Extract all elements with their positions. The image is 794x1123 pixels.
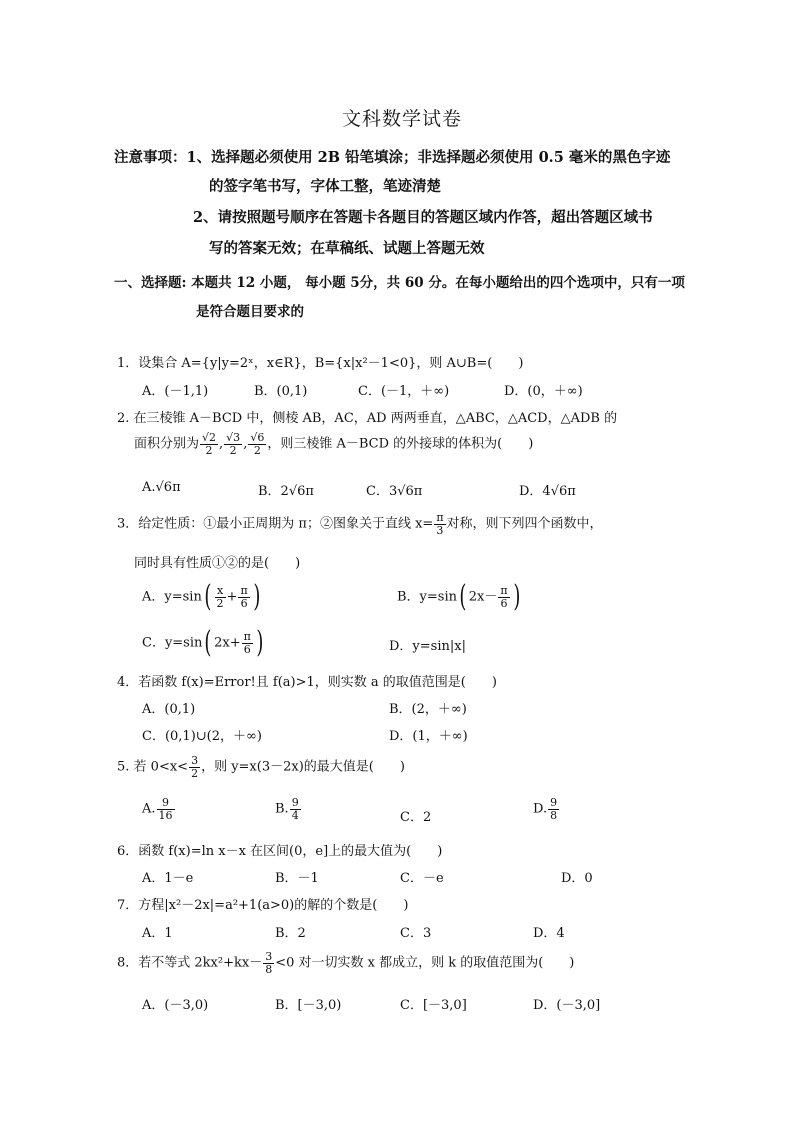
q5-optD-den: 8 (550, 808, 558, 822)
question-2-line1: 2. 在三棱锥 A－BCD 中，侧棱 AB，AC，AD 两两垂直，△ABC，△ACD，△ADB 的 (117, 411, 618, 426)
q3-optC-pre: C．y=sin (142, 635, 203, 651)
q8-fraction (263, 951, 274, 975)
q6-option-d: D．0 (561, 871, 593, 886)
q5-option-c: C．2 (400, 810, 432, 825)
q3-optB-lparen: ( (459, 579, 467, 614)
q1-option-c: C．(－1，＋∞) (358, 384, 450, 399)
q5-pre: 5. 若 0<x< (117, 759, 189, 775)
q8-pre: 8．若不等式 2kx²+kx－ (117, 955, 263, 971)
q2-fraction-1 (200, 432, 218, 456)
q3-optA-lparen: ( (204, 579, 212, 614)
q5-option-b (275, 797, 302, 821)
notice-item1-line2: 的签字笔书写，字体工整，笔迹清楚 (209, 178, 441, 195)
q5-option-a (142, 797, 176, 821)
q8-option-b: B．[－3,0) (275, 998, 342, 1013)
question-8 (117, 951, 574, 975)
q5-optA-den: 16 (158, 808, 173, 822)
q2-option-d: D．4√6π (519, 484, 576, 499)
q3-option-d: D．y=sin|x| (389, 639, 466, 654)
q6-option-a: A．1－e (142, 871, 194, 886)
q5-optB-frac (290, 797, 301, 821)
q3-optA-num2: π (240, 583, 248, 597)
q5-optB-num: 9 (291, 796, 299, 809)
notice-line-1 (114, 146, 670, 167)
q5-optA-num: 9 (157, 797, 175, 810)
q2-frac1-num: √2 (202, 431, 217, 444)
question-2-line2: 面积分别为 $\frac{√2}{2}$ , $\frac{√3}{2}$ , $\frac{√6}{2}$ ，则三棱锥 A－BCD 的外接球的体积为( ) (134, 431, 534, 457)
q6-option-c: C．－e (400, 871, 444, 886)
q2-line2-post: ，则三棱锥 A－BCD 的外接球的体积为( ) (267, 436, 534, 452)
q8-den: 8 (265, 962, 273, 976)
notice-item1-line1: 1、选择题必须使用 2B 铅笔填涂；非选择题必须使用 0.5 毫米的黑色字迹 (186, 149, 671, 166)
notice-label: 注意事项： (114, 149, 187, 166)
q3-optC-lparen: ( (204, 625, 212, 660)
q3-optC-frac (242, 631, 253, 655)
q4-option-a: A．(0,1) (142, 702, 196, 717)
notice-item2-line1: 2、请按照题号顺序在答题卡各题目的答题区域内作答，超出答题区域书 (193, 209, 653, 226)
q3-optA-rparen: ) (253, 579, 261, 614)
q3-line1-post: 对称，则下列四个函数中， (446, 516, 603, 532)
q2-option-a: A.√6π (142, 480, 181, 495)
q6-option-b: B．－1 (275, 871, 319, 886)
q2-line2-pre: 面积分别为 (134, 436, 200, 452)
q5-num: 3 (191, 754, 199, 767)
question-6: 6．函数 f(x)=ln x－x 在区间(0，e]上的最大值为( ) (117, 844, 443, 859)
q2-frac1-den: 2 (205, 443, 213, 457)
q3-pi: π (436, 511, 444, 524)
q3-optB-den: 6 (500, 596, 508, 610)
q3-optA-frac2 (238, 585, 249, 609)
q2-fraction-2 (224, 432, 242, 456)
q3-optC-den: 6 (243, 642, 251, 656)
q5-optB-letter: B. (275, 801, 289, 817)
q2-fraction-3 (248, 432, 266, 456)
q4-option-b: B．(2，＋∞) (389, 702, 467, 717)
q5-optD-letter: D. (533, 801, 548, 817)
q3-optB-frac (498, 585, 509, 609)
q8-option-a: A．(－3,0) (142, 998, 209, 1013)
question-3-line2: 同时具有性质①②的是( ) (134, 556, 301, 571)
question-5 (117, 755, 405, 779)
q3-optB-pre: B．y=sin (397, 589, 457, 605)
q2-frac2-num: √3 (226, 431, 241, 444)
q3-fraction-pi-3 (434, 512, 445, 536)
q4-option-d: D．(1，＋∞) (389, 729, 468, 744)
q3-optA-frac1 (215, 585, 226, 609)
q1-option-d: D．(0，＋∞) (504, 384, 583, 399)
q3-optB-num: π (500, 583, 508, 597)
q5-den: 2 (191, 766, 199, 780)
q5-option-d (533, 797, 560, 821)
q5-optD-frac (548, 797, 559, 821)
q2-frac2-den: 2 (229, 443, 237, 457)
q3-option-a: A．y=sin( $\frac{x}{2}$ + $\frac{\pi}{6}$ ) (142, 579, 261, 614)
question-3-line1 (117, 512, 603, 536)
q3-optC-rparen: ) (256, 625, 264, 660)
q8-post: <0 对一切实数 x 都成立，则 k 的取值范围为( ) (275, 955, 575, 971)
section-heading-line2: 是符合题目要求的 (196, 304, 304, 320)
q3-optA-den1: 2 (216, 596, 224, 610)
q5-optD-num: 9 (550, 796, 558, 809)
q3-three: 3 (436, 523, 444, 537)
question-1: 1．设集合 A={y|y=2ˣ，x∈R}，B={x|x²－1<0}，则 A∪B=( ) (117, 356, 524, 371)
q8-num: 3 (265, 950, 273, 963)
q7-option-b: B．2 (275, 926, 306, 941)
q3-optA-den2: 6 (240, 596, 248, 610)
q8-option-d: D．(－3,0] (533, 998, 601, 1013)
q3-optB-arg: 2x－ (468, 589, 498, 605)
q3-option-b (397, 579, 522, 614)
q3-option-c (142, 625, 266, 660)
q2-option-b: B．2√6π (258, 484, 314, 499)
page-title: 文科数学试卷 (342, 108, 463, 130)
q5-optA-frac (157, 797, 175, 821)
q3-optC-arg: 2x+ (214, 635, 241, 651)
q2-frac3-num: √6 (250, 431, 265, 444)
q4-option-c: C．(0,1)∪(2，＋∞) (142, 729, 262, 744)
q7-option-c: C．3 (400, 926, 432, 941)
q3-optC-num: π (243, 629, 251, 643)
q3-optA-num1: x (215, 585, 226, 598)
q5-optA-letter: A. (142, 801, 156, 817)
notice-item2-line2: 写的答案无效；在草稿纸、试题上答题无效 (209, 240, 485, 257)
q3-line1-pre: 3．给定性质：①最小正周期为 π；②图象关于直线 x= (117, 516, 434, 532)
q2-option-c: C．3√6π (366, 484, 423, 499)
question-4: 4．若函数 f(x)=Error!且 f(a)>1，则实数 a 的取值范围是( ) (117, 675, 497, 690)
q3-optA-pre: A．y=sin (142, 589, 202, 605)
q5-optB-den: 4 (291, 808, 299, 822)
q7-option-d: D．4 (533, 926, 565, 941)
q5-post: ，则 y=x(3－2x)的最大值是( ) (201, 759, 405, 775)
q1-option-a: A．(－1,1) (142, 384, 209, 399)
question-7: 7．方程|x²－2x|=a²+1(a>0)的解的个数是( ) (117, 898, 409, 913)
q7-option-a: A．1 (142, 926, 173, 941)
q2-frac3-den: 2 (253, 443, 261, 457)
section-heading-line1: 一、选择题: 本题共 12 小题， 每小题 5分，共 60 分。在每小题给出的四个选项中，只有一项 (114, 275, 685, 291)
q3-optB-rparen: ) (512, 579, 520, 614)
q5-fraction (189, 755, 200, 779)
q8-option-c: C．[－3,0] (400, 998, 467, 1013)
q1-option-b: B．(0,1) (254, 384, 308, 399)
